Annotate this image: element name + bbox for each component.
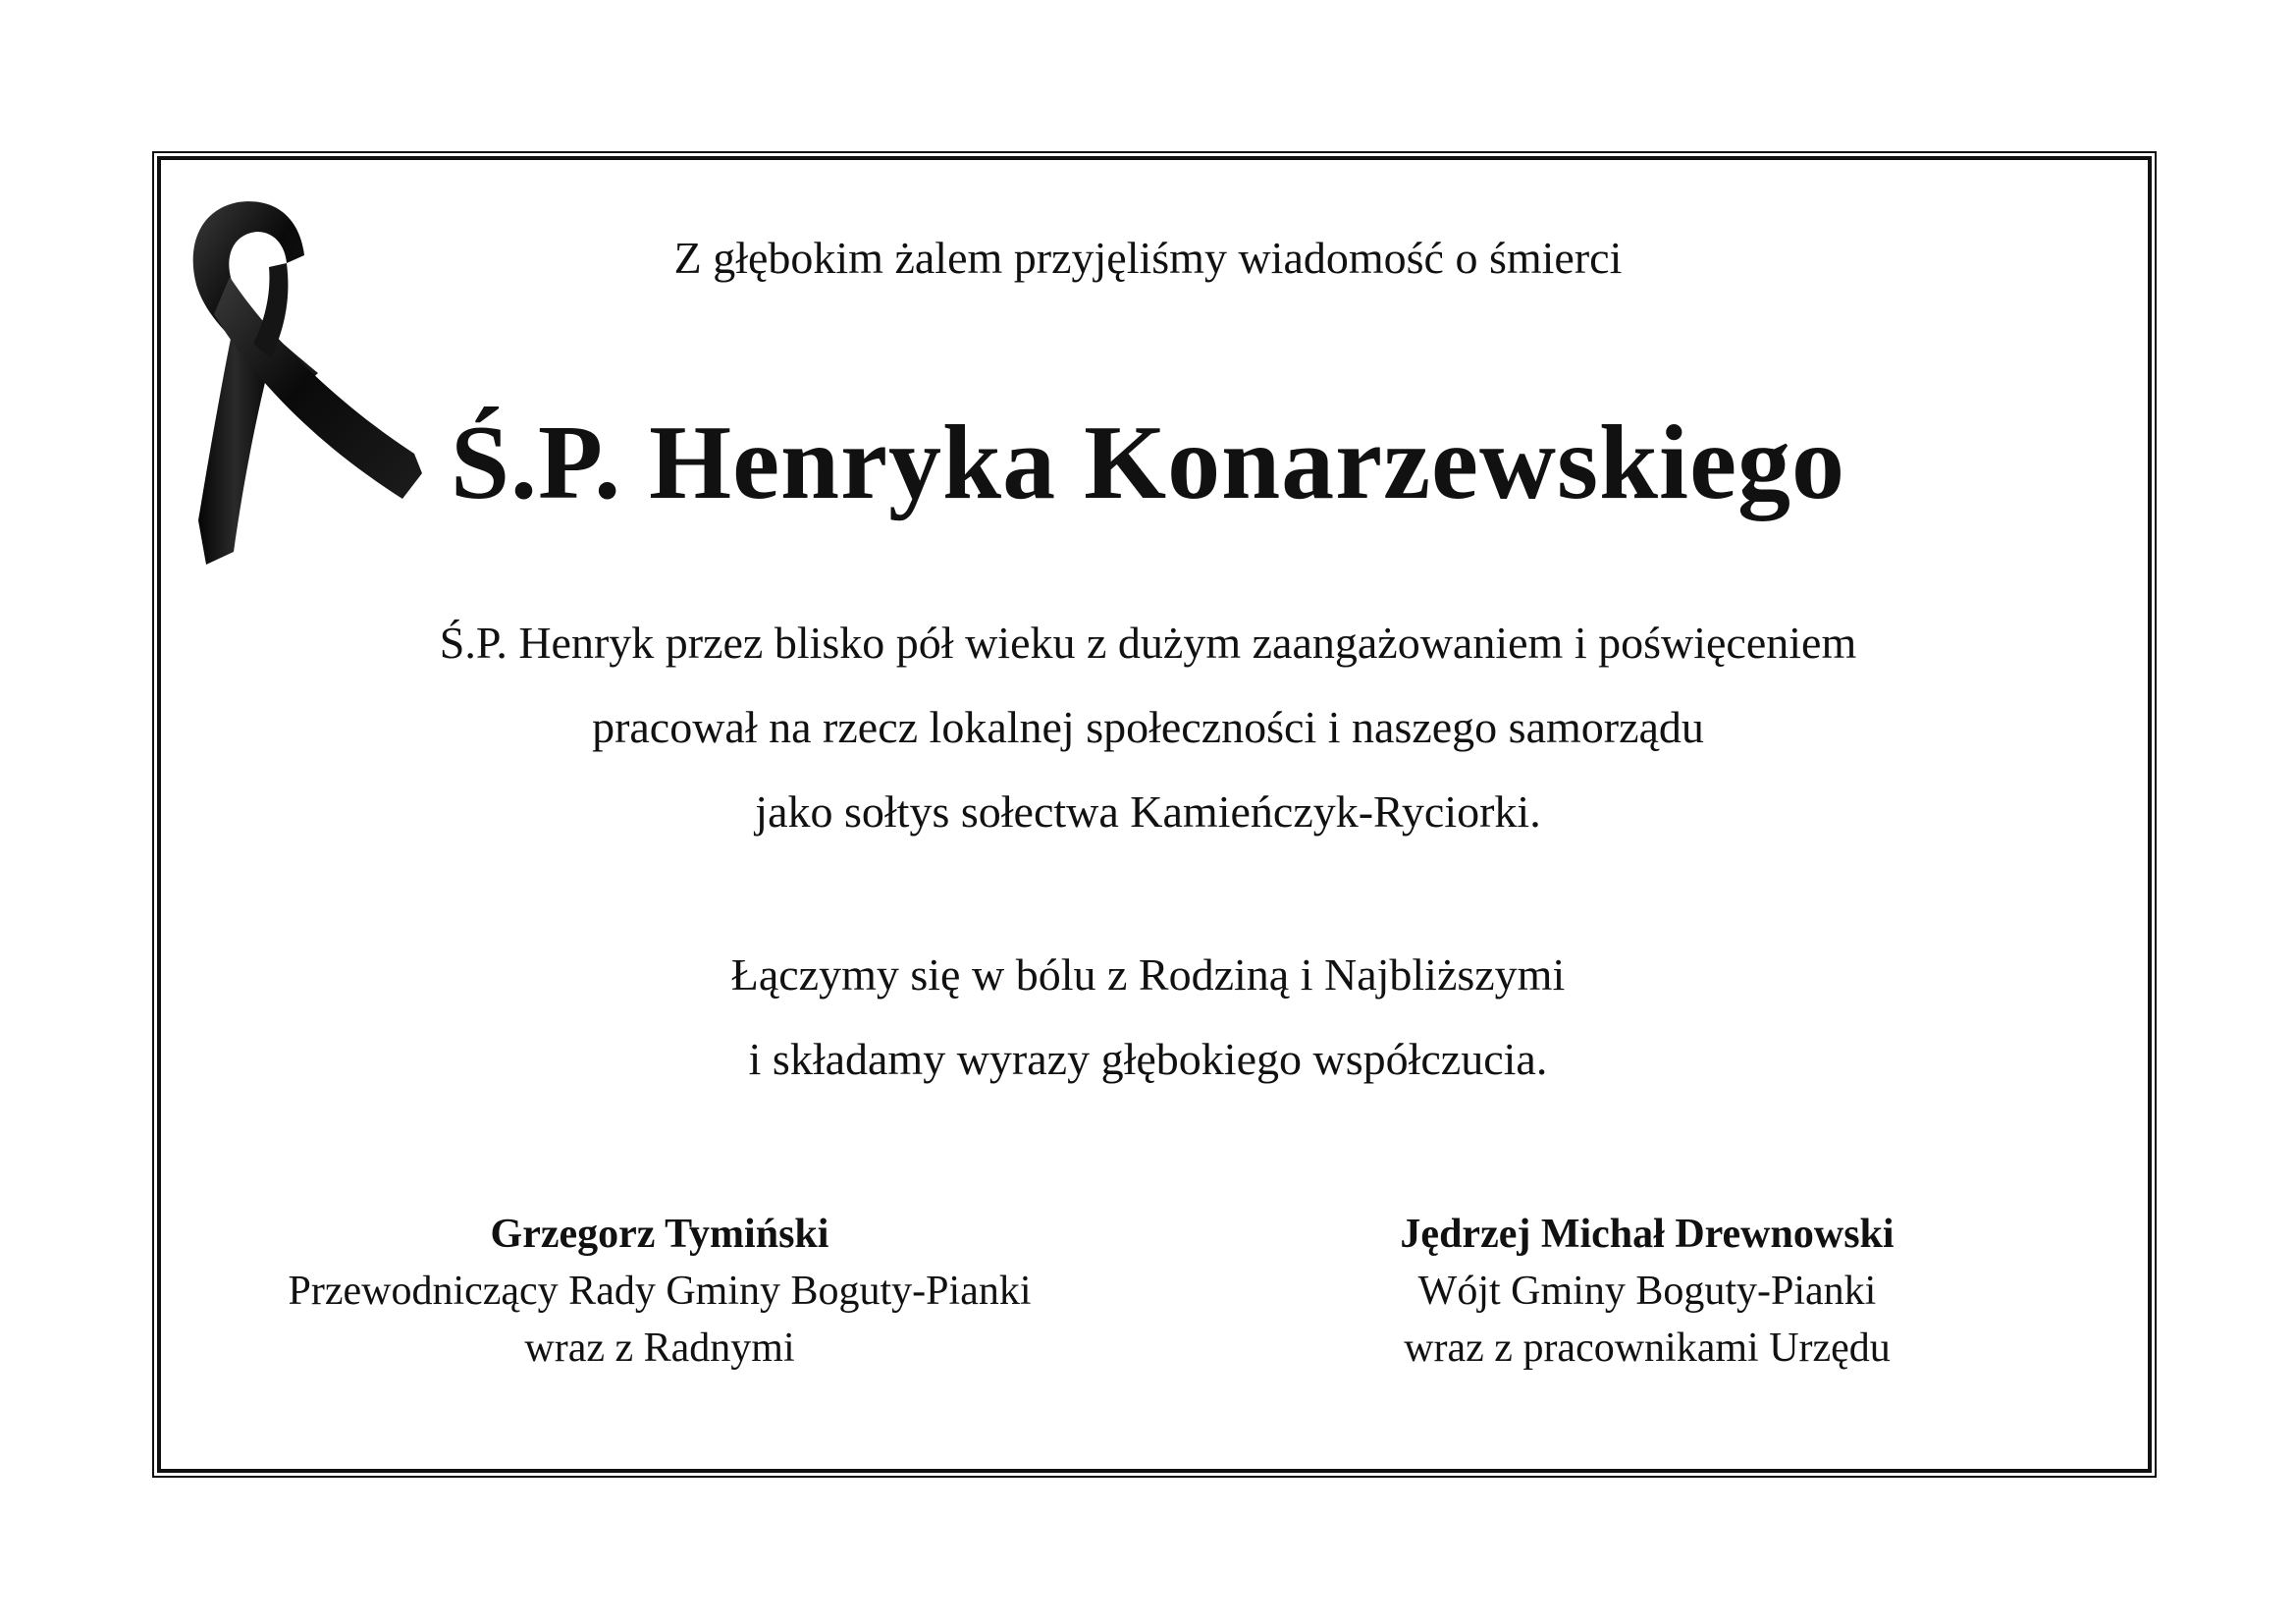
signature-name: Jędrzej Michał Drewnowski [1400, 1212, 1895, 1257]
condolence-line-1: Łączymy się w bólu z Rodziną i Najbliższymi [730, 949, 1566, 1000]
condolence-line-2: i składamy wyrazy głębokiego współczucia. [748, 1034, 1548, 1084]
signature-note: wraz z Radnymi [524, 1326, 795, 1371]
signature-note: wraz z pracownikami Urzędu [1404, 1326, 1891, 1371]
deceased-name: Ś.P. Henryka Konarzewskiego [450, 405, 1846, 521]
intro-text: Z głębokim żalem przyjęliśmy wiadomość o śmierci [673, 233, 1623, 283]
body-line-2: pracował na rzecz lokalnej społeczności i naszego samorządu [592, 702, 1704, 752]
signature-title: Przewodniczący Rady Gminy Boguty-Pianki [288, 1269, 1032, 1314]
signature-title: Wójt Gminy Boguty-Pianki [1417, 1269, 1877, 1314]
signature-council-chair [218, 1206, 1101, 1377]
signature-mayor [1205, 1206, 2089, 1377]
signature-name: Grzegorz Tymiński [490, 1212, 829, 1257]
body-line-1: Ś.P. Henryk przez blisko pół wieku z dużym zaangażowaniem i poświęceniem [439, 618, 1857, 668]
body-line-3: jako sołtys sołectwa Kamieńczyk-Ryciorki. [755, 786, 1541, 837]
